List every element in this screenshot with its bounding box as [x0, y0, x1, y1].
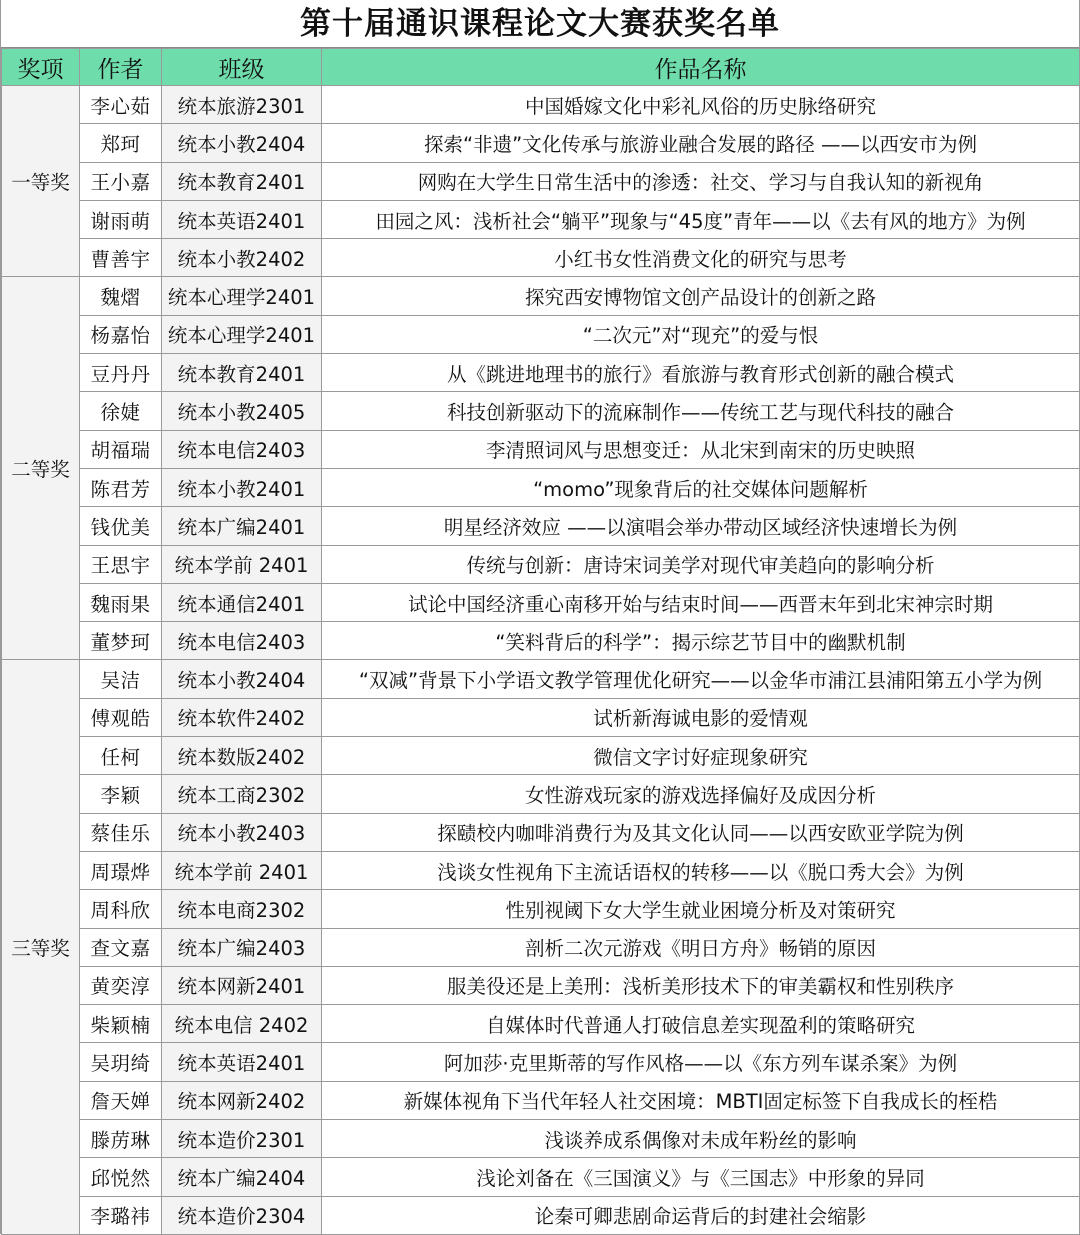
class-cell: 统本造价2301	[162, 1120, 322, 1158]
work-title-cell: “momo”现象背后的社交媒体问题解析	[322, 468, 1080, 506]
page-title: 第十届通识课程论文大赛获奖名单	[1, 0, 1079, 48]
class-cell: 统本电商2302	[162, 890, 322, 928]
table-row	[2, 468, 1080, 506]
table-body	[2, 86, 1080, 1235]
work-title-cell: 浅谈养成系偶像对未成年粉丝的影响	[322, 1120, 1080, 1158]
class-cell: 统本通信2401	[162, 583, 322, 621]
work-title-cell: 新媒体视角下当代年轻人社交困境：MBTI固定标签下自我成长的桎梏	[322, 1081, 1080, 1119]
author-cell: 任柯	[80, 737, 162, 775]
author-cell: 周璟烨	[80, 851, 162, 889]
work-title-cell: 科技创新驱动下的流麻制作——传统工艺与现代科技的融合	[322, 392, 1080, 430]
author-cell: 滕苈琳	[80, 1120, 162, 1158]
work-title-cell: 微信文字讨好症现象研究	[322, 737, 1080, 775]
table-row	[2, 583, 1080, 621]
table-row	[2, 545, 1080, 583]
table-row	[2, 162, 1080, 200]
work-title-cell: 探赜校内咖啡消费行为及其文化认同——以西安欧亚学院为例	[322, 813, 1080, 851]
class-cell: 统本电信2403	[162, 430, 322, 468]
class-cell: 统本学前 2401	[162, 545, 322, 583]
table-row	[2, 86, 1080, 124]
class-cell: 统本广编2401	[162, 507, 322, 545]
work-title-cell: 明星经济效应 ——以演唱会举办带动区域经济快速增长为例	[322, 507, 1080, 545]
table-row	[2, 1158, 1080, 1196]
table-row	[2, 354, 1080, 392]
award-table	[1, 48, 1080, 1235]
author-cell: 陈君芳	[80, 468, 162, 506]
table-row	[2, 277, 1080, 315]
class-cell: 统本网新2402	[162, 1081, 322, 1119]
author-cell: 邱悦然	[80, 1158, 162, 1196]
author-cell: 查文嘉	[80, 928, 162, 966]
table-row	[2, 890, 1080, 928]
table-row	[2, 813, 1080, 851]
work-title-cell: 论秦可卿悲剧命运背后的封建社会缩影	[322, 1196, 1080, 1234]
class-cell: 统本电信2403	[162, 622, 322, 660]
award-level-cell: 三等奖	[2, 660, 80, 1234]
author-cell: 钱优美	[80, 507, 162, 545]
author-cell: 柴颖楠	[80, 1005, 162, 1043]
author-cell: 魏熠	[80, 277, 162, 315]
work-title-cell: 自媒体时代普通人打破信息差实现盈利的策略研究	[322, 1005, 1080, 1043]
work-title-cell: 探究西安博物馆文创产品设计的创新之路	[322, 277, 1080, 315]
table-row	[2, 775, 1080, 813]
table-row	[2, 430, 1080, 468]
class-cell: 统本旅游2301	[162, 86, 322, 124]
author-cell: 吴玥绮	[80, 1043, 162, 1081]
work-title-cell: 浅谈女性视角下主流话语权的转移——以《脱口秀大会》为例	[322, 851, 1080, 889]
table-row	[2, 928, 1080, 966]
work-title-cell: “笑料背后的科学”：揭示综艺节目中的幽默机制	[322, 622, 1080, 660]
class-cell: 统本小教2404	[162, 124, 322, 162]
table-row	[2, 200, 1080, 238]
class-cell: 统本网新2401	[162, 966, 322, 1004]
author-cell: 王思宇	[80, 545, 162, 583]
table-row	[2, 851, 1080, 889]
author-cell: 杨嘉怡	[80, 315, 162, 353]
class-cell: 统本学前 2401	[162, 851, 322, 889]
author-cell: 吴洁	[80, 660, 162, 698]
work-title-cell: “二次元”对“现充”的爱与恨	[322, 315, 1080, 353]
header-row	[2, 49, 1080, 86]
author-cell: 徐婕	[80, 392, 162, 430]
class-cell: 统本英语2401	[162, 200, 322, 238]
class-cell: 统本广编2404	[162, 1158, 322, 1196]
author-cell: 魏雨果	[80, 583, 162, 621]
work-title-cell: 网购在大学生日常生活中的渗透：社交、学习与自我认知的新视角	[322, 162, 1080, 200]
work-title-cell: 从《跳进地理书的旅行》看旅游与教育形式创新的融合模式	[322, 354, 1080, 392]
author-cell: 周科欣	[80, 890, 162, 928]
class-cell: 统本教育2401	[162, 162, 322, 200]
work-title-cell: 田园之风：浅析社会“躺平”现象与“45度”青年——以《去有风的地方》为例	[322, 200, 1080, 238]
column-header-author: 作者	[80, 49, 162, 86]
author-cell: 胡福瑞	[80, 430, 162, 468]
class-cell: 统本小教2401	[162, 468, 322, 506]
class-cell: 统本教育2401	[162, 354, 322, 392]
award-level-cell: 一等奖	[2, 86, 80, 277]
work-title-cell: 传统与创新：唐诗宋词美学对现代审美趋向的影响分析	[322, 545, 1080, 583]
award-level-cell: 二等奖	[2, 277, 80, 660]
class-cell: 统本心理学2401	[162, 277, 322, 315]
class-cell: 统本小教2405	[162, 392, 322, 430]
author-cell: 曹善宇	[80, 239, 162, 277]
work-title-cell: 阿加莎·克里斯蒂的写作风格——以《东方列车谋杀案》为例	[322, 1043, 1080, 1081]
table-row	[2, 124, 1080, 162]
author-cell: 李颖	[80, 775, 162, 813]
table-row	[2, 1196, 1080, 1234]
author-cell: 王小嘉	[80, 162, 162, 200]
table-row	[2, 622, 1080, 660]
author-cell: 李心茹	[80, 86, 162, 124]
work-title-cell: “双减”背景下小学语文教学管理优化研究——以金华市浦江县浦阳第五小学为例	[322, 660, 1080, 698]
work-title-cell: 试析新海诚电影的爱情观	[322, 698, 1080, 736]
author-cell: 郑珂	[80, 124, 162, 162]
class-cell: 统本广编2403	[162, 928, 322, 966]
table-row	[2, 239, 1080, 277]
author-cell: 董梦珂	[80, 622, 162, 660]
work-title-cell: 中国婚嫁文化中彩礼风俗的历史脉络研究	[322, 86, 1080, 124]
author-cell: 蔡佳乐	[80, 813, 162, 851]
table-row	[2, 966, 1080, 1004]
class-cell: 统本工商2302	[162, 775, 322, 813]
work-title-cell: 服美役还是上美刑：浅析美形技术下的审美霸权和性别秩序	[322, 966, 1080, 1004]
class-cell: 统本小教2404	[162, 660, 322, 698]
work-title-cell: 小红书女性消费文化的研究与思考	[322, 239, 1080, 277]
class-cell: 统本小教2403	[162, 813, 322, 851]
column-header-class: 班级	[162, 49, 322, 86]
table-row	[2, 507, 1080, 545]
work-title-cell: 女性游戏玩家的游戏选择偏好及成因分析	[322, 775, 1080, 813]
table-row	[2, 1081, 1080, 1119]
class-cell: 统本英语2401	[162, 1043, 322, 1081]
table-row	[2, 698, 1080, 736]
table-row	[2, 392, 1080, 430]
class-cell: 统本数版2402	[162, 737, 322, 775]
table-row	[2, 1005, 1080, 1043]
table-row	[2, 315, 1080, 353]
author-cell: 詹天婵	[80, 1081, 162, 1119]
table-row	[2, 1043, 1080, 1081]
table-row	[2, 1120, 1080, 1158]
work-title-cell: 浅论刘备在《三国演义》与《三国志》中形象的异同	[322, 1158, 1080, 1196]
table-row	[2, 660, 1080, 698]
author-cell: 李璐祎	[80, 1196, 162, 1234]
work-title-cell: 剖析二次元游戏《明日方舟》畅销的原因	[322, 928, 1080, 966]
column-header-award: 奖项	[2, 49, 80, 86]
work-title-cell: 李清照词风与思想变迁：从北宋到南宋的历史映照	[322, 430, 1080, 468]
class-cell: 统本造价2304	[162, 1196, 322, 1234]
table-row	[2, 737, 1080, 775]
class-cell: 统本软件2402	[162, 698, 322, 736]
author-cell: 黄奕淳	[80, 966, 162, 1004]
author-cell: 傅观皓	[80, 698, 162, 736]
class-cell: 统本小教2402	[162, 239, 322, 277]
work-title-cell: 探索“非遗”文化传承与旅游业融合发展的路径 ——以西安市为例	[322, 124, 1080, 162]
work-title-cell: 试论中国经济重心南移开始与结束时间——西晋末年到北宋神宗时期	[322, 583, 1080, 621]
work-title-cell: 性别视阈下女大学生就业困境分析及对策研究	[322, 890, 1080, 928]
author-cell: 豆丹丹	[80, 354, 162, 392]
class-cell: 统本心理学2401	[162, 315, 322, 353]
column-header-work: 作品名称	[322, 49, 1080, 86]
author-cell: 谢雨萌	[80, 200, 162, 238]
class-cell: 统本电信 2402	[162, 1005, 322, 1043]
